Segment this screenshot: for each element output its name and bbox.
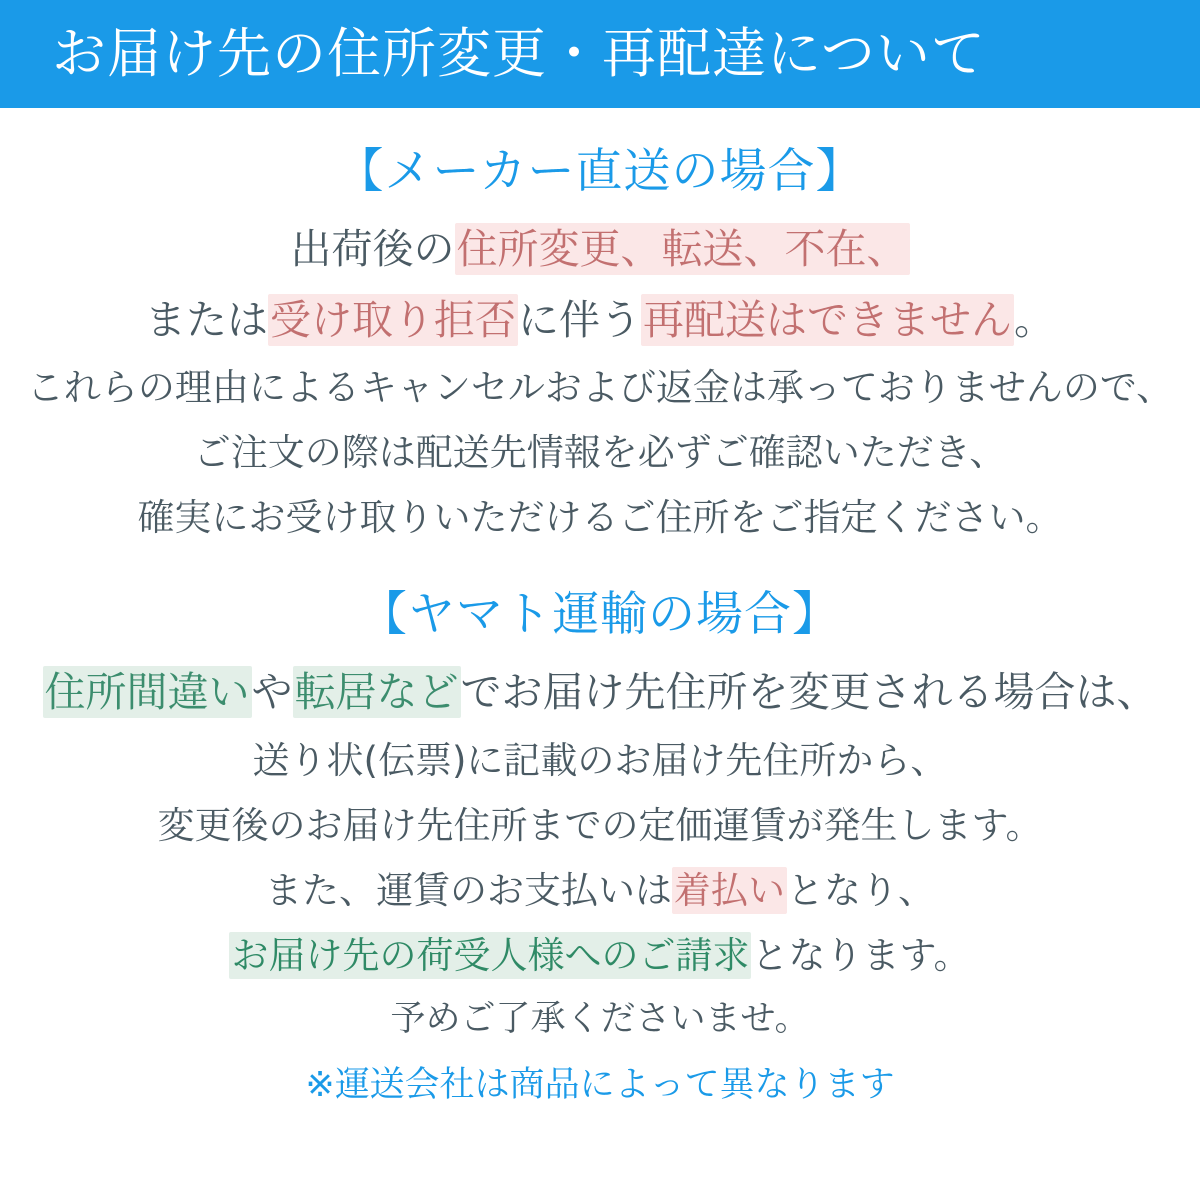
maker-line-1-part-1: 出荷後の xyxy=(290,225,455,273)
section-heading-yamato: 【ヤマト運輸の場合】 xyxy=(360,587,840,643)
yamato-line-6: 予めご了承くださいませ。 xyxy=(390,999,810,1040)
yamato-line-1-part-2: でお届け先住所を変更される場合は、 xyxy=(460,668,1158,717)
yamato-line-2: 送り状(伝票)に記載のお届け先住所から、 xyxy=(252,738,948,782)
maker-line-4: ご注文の際は配送先情報を必ずご確認いただき、 xyxy=(193,431,1007,475)
yamato-line-1-highlight-2: 転居など xyxy=(294,668,459,717)
maker-line-2 xyxy=(0,292,1200,349)
maker-line-2-part-1: または xyxy=(145,295,268,344)
yamato-line-4-part-2: となり、 xyxy=(787,868,935,912)
yamato-line-4-highlight: 着払い xyxy=(674,868,785,912)
maker-line-1-highlight: 住所変更、転送、不在、 xyxy=(456,225,908,273)
maker-line-2-part-3: 。 xyxy=(1014,295,1055,344)
yamato-line-5 xyxy=(0,930,1200,981)
page-title: お届け先の住所変更・再配達について xyxy=(52,22,986,85)
maker-line-5: 確実にお受け取りいただけるご住所をご指定ください。 xyxy=(137,496,1063,540)
yamato-line-1 xyxy=(0,664,1200,721)
yamato-line-5-highlight: お届け先の荷受人様へのご請求 xyxy=(231,934,750,978)
yamato-line-4 xyxy=(0,865,1200,916)
maker-line-3: これらの理由によるキャンセルおよび返金は承っておりませんので、 xyxy=(26,366,1174,410)
header-banner xyxy=(0,0,1200,108)
maker-line-2-part-2: に伴う xyxy=(518,295,641,344)
yamato-line-1-part-1: や xyxy=(251,668,293,717)
yamato-line-5-part-1: となります。 xyxy=(751,934,971,978)
yamato-line-1-highlight-1: 住所間違い xyxy=(44,668,250,717)
notice-body xyxy=(0,134,1200,1107)
maker-line-1 xyxy=(0,221,1200,278)
yamato-line-4-part-1: また、運賃のお支払いは xyxy=(265,868,672,912)
footnote: ※運送会社は商品によって異なります xyxy=(305,1065,895,1106)
section-heading-maker-direct: 【メーカー直送の場合】 xyxy=(336,144,864,199)
yamato-line-3: 変更後のお届け先住所までの定価運賃が発生します。 xyxy=(157,803,1043,847)
maker-line-2-highlight-1: 受け取り拒否 xyxy=(270,295,516,344)
maker-line-2-highlight-2: 再配送はできません xyxy=(643,295,1012,344)
